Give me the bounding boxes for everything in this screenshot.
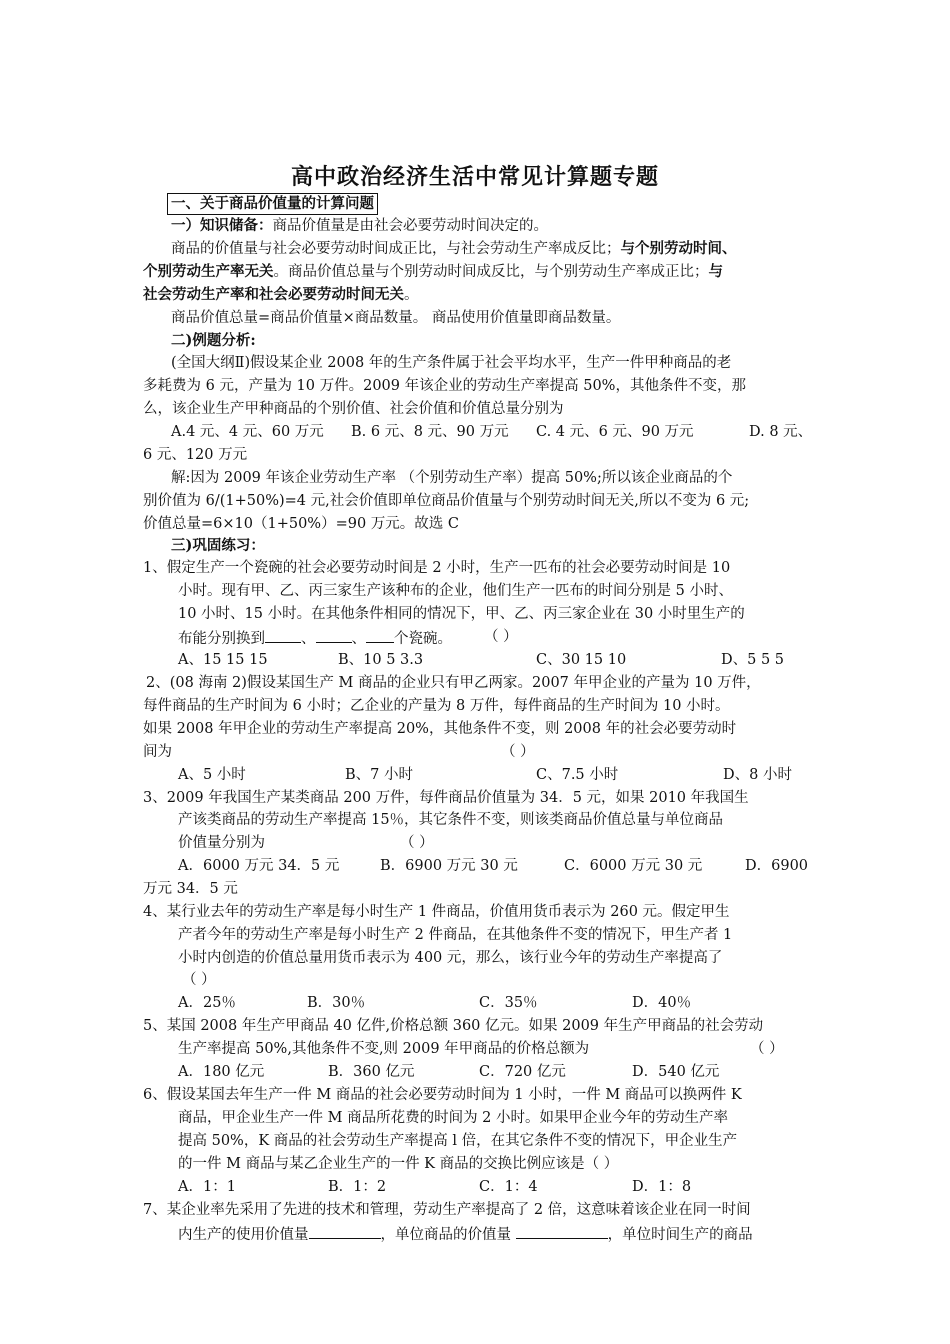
answer-blank[interactable] bbox=[265, 626, 301, 643]
question-5-text: 生产率提高 50%,其他条件不变,则 2009 年甲商品的价格总额为 bbox=[178, 1041, 590, 1057]
question-4-option-d: D．40％ bbox=[632, 995, 692, 1011]
solution-text: 解:因为 2009 年该企业劳动生产率 （个别劳动生产率）提高 50%;所以该企业商品的个 bbox=[171, 470, 733, 486]
question-1-text: 1、假定生产一个瓷碗的社会必要劳动时间是 2 小时，生产一匹布的社会必要劳动时间是 10 bbox=[143, 560, 731, 576]
question-4-option-a: A．25％ bbox=[178, 995, 236, 1011]
example-text: 么，该企业生产甲种商品的个别价值、社会价值和价值总量分别为 bbox=[143, 401, 564, 417]
question-2-text: 如果 2008 年甲企业的劳动生产率提高 20%，其他条件不变，则 2008 年的社会必要劳动时 bbox=[143, 721, 737, 737]
paragraph-line: 个别劳动生产率无关。商品价值总量与个别劳动时间成反比，与个别劳动生产率成正比；与 bbox=[143, 263, 723, 280]
question-2-text: 间为 bbox=[143, 744, 172, 760]
knowledge-line bbox=[171, 215, 548, 237]
example-text: 多耗费为 6 元，产量为 10 万件。2009 年该企业的劳动生产率提高 50%，其他条件不变，那 bbox=[143, 378, 746, 394]
question-2-option-b: B、7 小时 bbox=[345, 767, 413, 783]
question-6-text: 提高 50%，K 商品的社会劳动生产率提高 l 倍，在其它条件不变的情况下，甲企业生产 bbox=[178, 1133, 738, 1149]
answer-paren[interactable]: （ ） bbox=[750, 1041, 784, 1057]
question-6-option-b: B．1：2 bbox=[328, 1179, 387, 1195]
question-5-text: 5、某国 2008 年生产甲商品 40 亿件,价格总额 360 亿元。如果 2009 年生产甲商品的社会劳动 bbox=[143, 1018, 764, 1034]
question-4-option-c: C．35％ bbox=[479, 995, 538, 1011]
question-4-text: 产者今年的劳动生产率是每小时生产 2 件商品，在其他条件不变的情况下，甲生产者 1 bbox=[178, 927, 733, 943]
example-option-a: A.4 元、4 元、60 万元 bbox=[171, 424, 324, 440]
example-label: 二)例题分析: bbox=[171, 332, 256, 349]
paragraph-line: 社会劳动生产率和社会必要劳动时间无关。 bbox=[143, 286, 419, 303]
question-4-text: 小时内创造的价值总量用货币表示为 400 元，那么，该行业今年的劳动生产率提高了 bbox=[178, 950, 723, 966]
question-1-option-d: D、5 5 5 bbox=[721, 652, 785, 668]
question-2-text: 每件商品的生产时间为 6 小时；乙企业的产量为 8 万件，每件商品的生产时间为 10 小时。 bbox=[143, 698, 730, 714]
answer-blank[interactable] bbox=[309, 1222, 381, 1239]
example-option-b: B. 6 元、8 元、90 万元 bbox=[351, 424, 509, 440]
question-1-option-c: C、30 15 10 bbox=[536, 652, 627, 668]
section-heading: 一、关于商品价值量的计算问题 bbox=[167, 193, 378, 215]
knowledge-label: 一）知识储备： bbox=[171, 217, 273, 234]
question-3-text: 价值量分别为 bbox=[178, 835, 265, 851]
question-2-option-a: A、5 小时 bbox=[178, 767, 246, 783]
paragraph-line: 商品的价值量与社会必要劳动时间成正比，与社会劳动生产率成反比；与个别劳动时间、 bbox=[171, 240, 737, 257]
example-option-d: D. 8 元、 bbox=[749, 424, 813, 440]
question-1-text: 布能分别换到 、 、 个瓷碗。 bbox=[178, 626, 452, 648]
question-3-option-b: B．6900 万元 30 元 bbox=[380, 858, 518, 874]
question-1-text: 10 小时、15 小时。在其他条件相同的情况下，甲、乙、丙三家企业在 30 小时里生产的 bbox=[178, 606, 745, 622]
question-3-text: 3、2009 年我国生产某类商品 200 万件，每件商品价值量为 34．5 元，如果 2010 年我国生 bbox=[143, 790, 749, 806]
question-2-option-c: C、7.5 小时 bbox=[536, 767, 619, 783]
question-5-option-c: C．720 亿元 bbox=[479, 1064, 566, 1080]
example-option-d-cont: 6 元、120 万元 bbox=[143, 447, 248, 463]
question-2-text: 2、(08 海南 2)假设某国生产 M 商品的企业只有甲乙两家。2007 年甲企业的产量为 10 万件， bbox=[146, 675, 761, 691]
question-6-option-a: A．1：1 bbox=[178, 1179, 236, 1195]
answer-paren[interactable]: （ ） bbox=[182, 972, 216, 988]
answer-paren[interactable]: （ ） bbox=[484, 629, 518, 645]
question-7-text: 7、某企业率先采用了先进的技术和管理，劳动生产率提高了 2 倍，这意味着该企业在同一时间 bbox=[143, 1202, 751, 1218]
question-6-text: 的一件 M 商品与某乙企业生产的一件 K 商品的交换比例应该是（ ） bbox=[178, 1156, 619, 1172]
practice-label: 三)巩固练习： bbox=[171, 537, 265, 554]
knowledge-text: 商品价值量是由社会必要劳动时间决定的。 bbox=[272, 218, 548, 234]
question-7-text: 内生产的使用价值量 ，单位商品的价值量 ，单位时间生产的商品 bbox=[178, 1222, 753, 1244]
answer-blank[interactable] bbox=[316, 626, 352, 643]
example-text: (全国大纲Ⅱ)假设某企业 2008 年的生产条件属于社会平均水平，生产一件甲种商品的老 bbox=[171, 355, 732, 371]
question-3-option-d-cont: 万元 34．5 元 bbox=[143, 881, 238, 897]
answer-blank[interactable] bbox=[516, 1222, 608, 1239]
question-5-option-d: D．540 亿元 bbox=[632, 1064, 720, 1080]
formula-line: 商品价值总量=商品价值量×商品数量。 商品使用价值量即商品数量。 bbox=[171, 310, 621, 326]
answer-paren[interactable]: （ ） bbox=[400, 835, 434, 851]
question-1-option-a: A、15 15 15 bbox=[178, 652, 268, 668]
question-5-option-a: A．180 亿元 bbox=[178, 1064, 265, 1080]
question-4-text: 4、某行业去年的劳动生产率是每小时生产 1 件商品，价值用货币表示为 260 元。假定甲生 bbox=[143, 904, 730, 920]
solution-text: 别价值为 6/(1+50%)=4 元,社会价值即单位商品价值量与个别劳动时间无关,所以不变为 6 元; bbox=[143, 493, 750, 509]
question-6-option-c: C．1：4 bbox=[479, 1179, 538, 1195]
answer-paren[interactable]: （ ） bbox=[501, 744, 535, 760]
page-title: 高中政治经济生活中常见计算题专题 bbox=[290, 164, 659, 190]
question-3-option-d: D．6900 bbox=[745, 858, 809, 874]
question-3-option-a: A．6000 万元 34．5 元 bbox=[178, 858, 340, 874]
answer-blank[interactable] bbox=[366, 626, 394, 643]
question-6-option-d: D．1：8 bbox=[632, 1179, 692, 1195]
example-option-c: C. 4 元、6 元、90 万元 bbox=[536, 424, 694, 440]
question-6-text: 6、假设某国去年生产一件 M 商品的社会必要劳动时间为 1 小时，一件 M 商品可以换两件 K bbox=[143, 1087, 742, 1103]
question-3-option-c: C．6000 万元 30 元 bbox=[564, 858, 703, 874]
question-6-text: 商品，甲企业生产一件 M 商品所花费的时间为 2 小时。如果甲企业今年的劳动生产率 bbox=[178, 1110, 729, 1126]
question-4-option-b: B．30％ bbox=[307, 995, 366, 1011]
question-5-option-b: B．360 亿元 bbox=[328, 1064, 415, 1080]
question-1-option-b: B、10 5 3.3 bbox=[338, 652, 424, 668]
solution-text: 价值总量=6×10（1+50%）=90 万元。故选 C bbox=[143, 516, 459, 532]
question-3-text: 产该类商品的劳动生产率提高 15％，其它条件不变，则该类商品价值总量与单位商品 bbox=[178, 812, 724, 828]
question-1-text: 小时。现有甲、乙、丙三家生产该种布的企业，他们生产一匹布的时间分别是 5 小时、 bbox=[178, 583, 733, 599]
question-2-option-d: D、8 小时 bbox=[723, 767, 792, 783]
